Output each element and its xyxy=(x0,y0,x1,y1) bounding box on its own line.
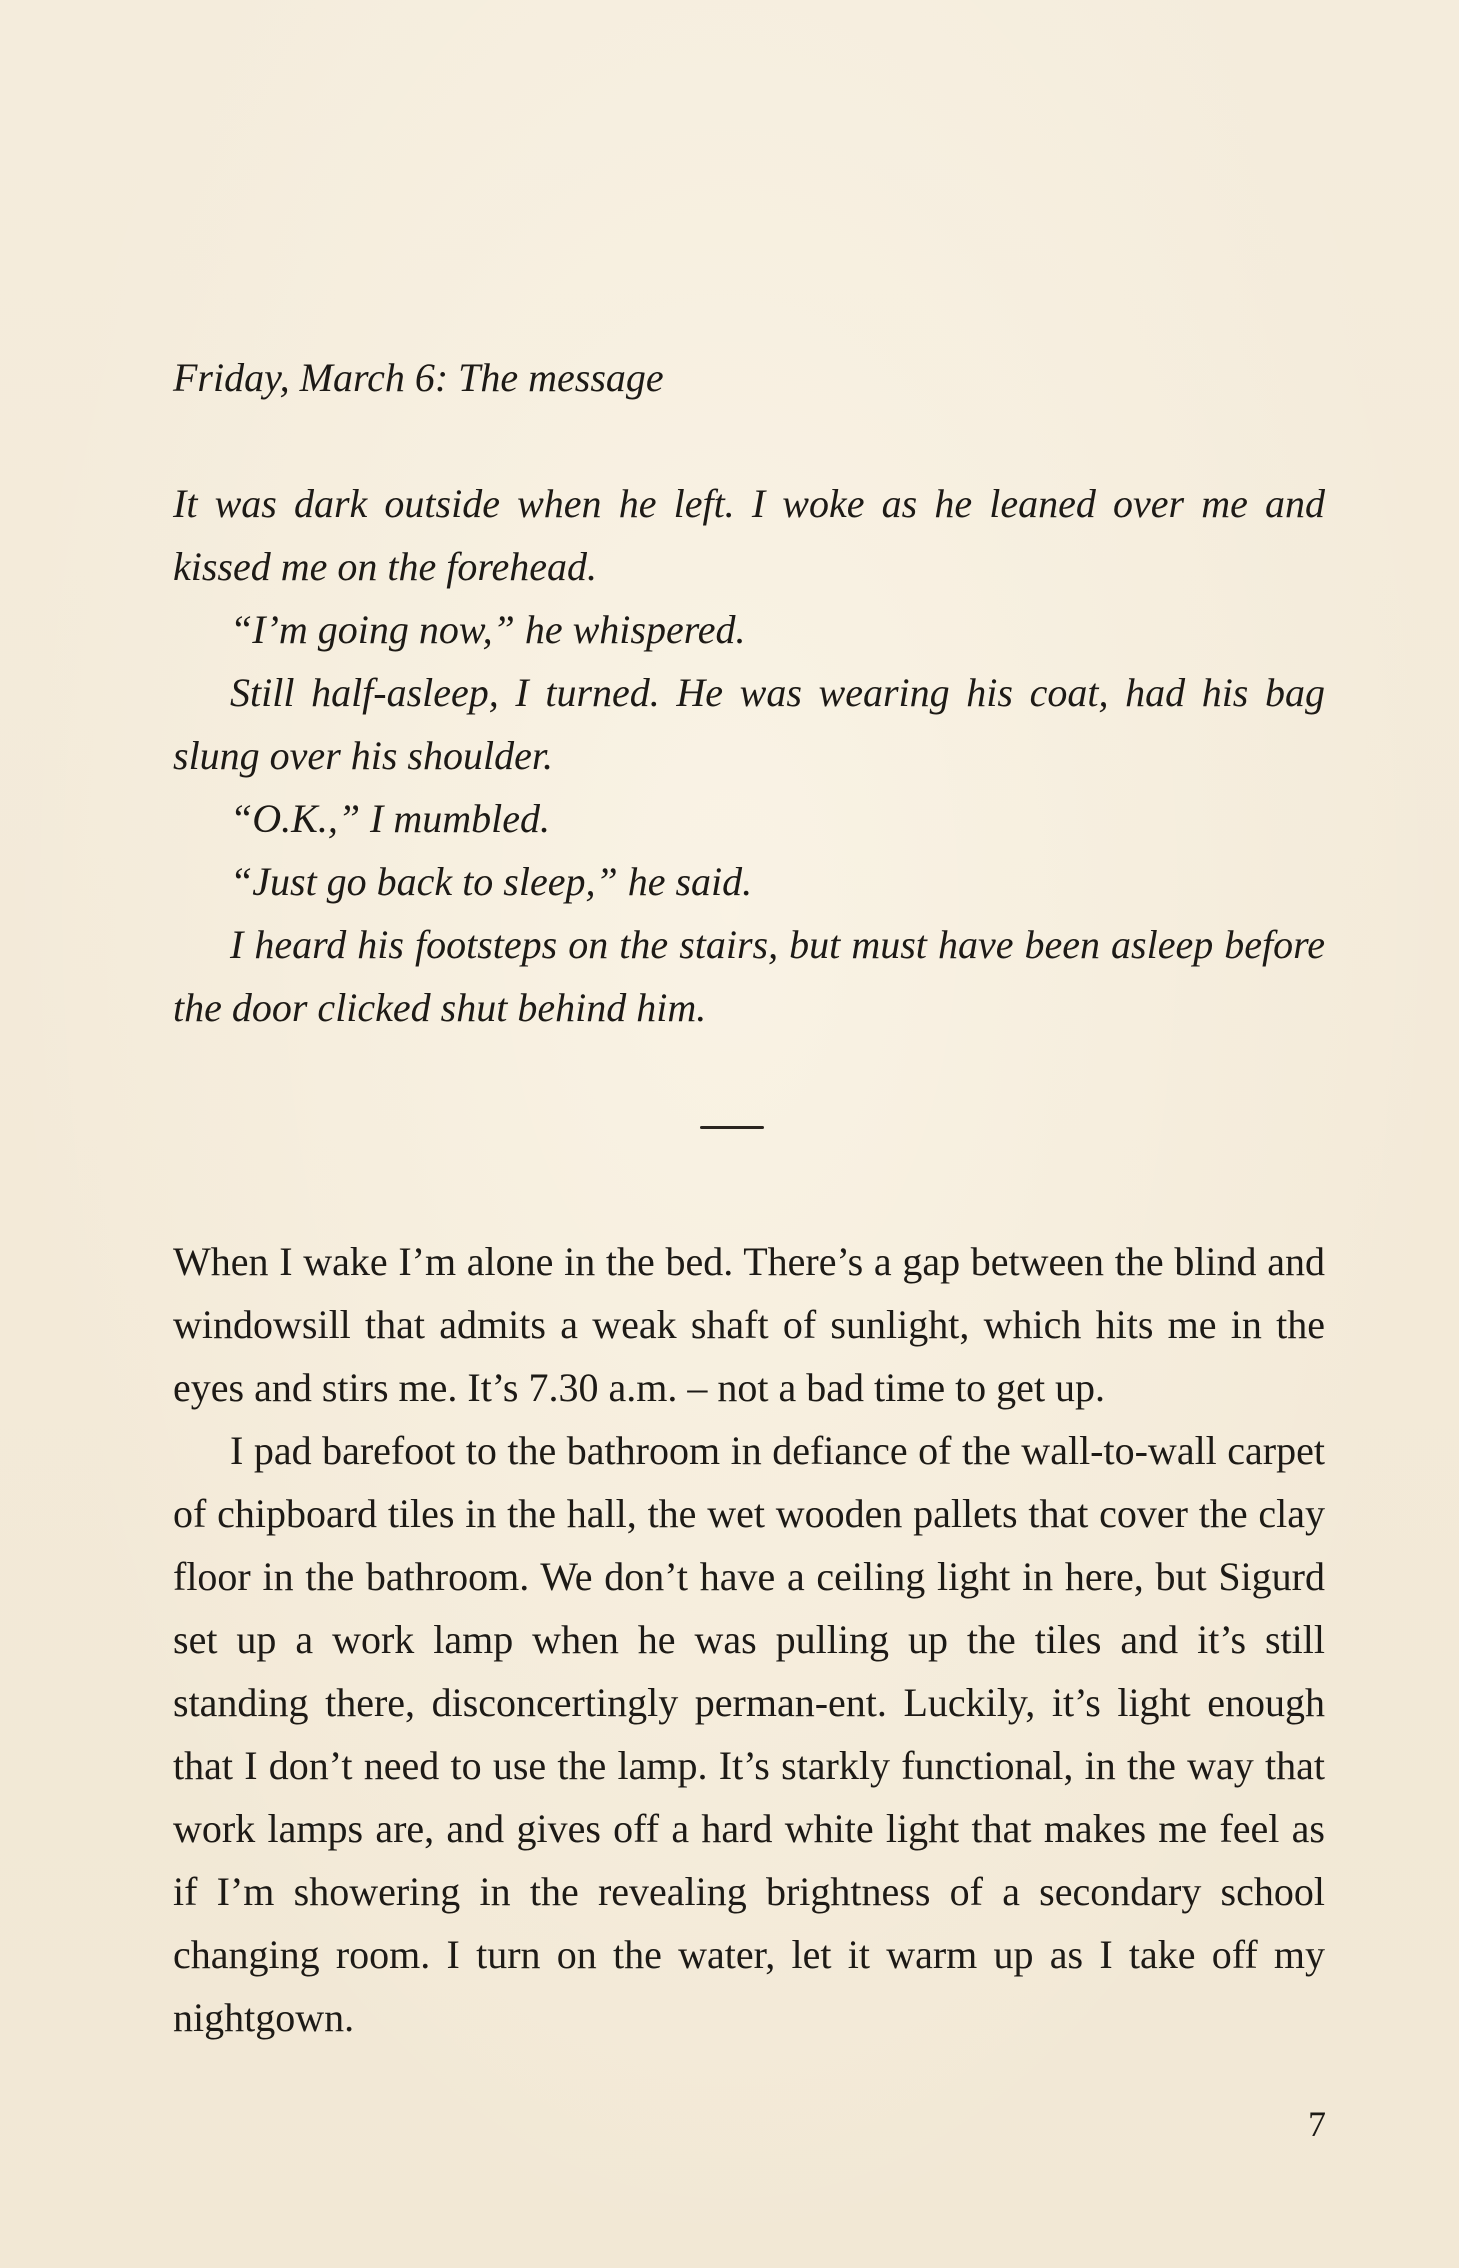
body-text xyxy=(173,1230,1325,2049)
body-paragraph: When I wake I’m alone in the bed. There’s a gap between the blind and windowsill that admits a weak shaft of sunlight, which hits me in the eyes and stirs me. It’s 7.30 a.m. – not a bad time to get up. xyxy=(173,1239,1325,1410)
letter-paragraph: I heard his footsteps on the stairs, but must have been asleep before the door clicked shut behind him. xyxy=(173,922,1325,1030)
section-heading xyxy=(173,346,1325,409)
letter-paragraph: “Just go back to sleep,” he said. xyxy=(230,859,753,904)
body-paragraph: I pad barefoot to the bathroom in defiance of the wall-to-wall carpet of chipboard tiles in the hall, the wet wooden pallets that cover the clay floor in the bathroom. We don’t have a ceiling light in here, but Sigurd set up a work lamp when he was pulling up the tiles and it’s still standing there, disconcertingly perman-ent. Luckily, it’s light enough that I don’t need to use the lamp. It’s starkly functional, in the way that work lamps are, and gives off a hard white light that makes me feel as if I’m showering in the revealing brightness of a secondary school changing room. I turn on the water, let it warm up as I take off my nightgown. xyxy=(173,1428,1325,2040)
section-divider xyxy=(700,1126,764,1129)
page-number: 7 xyxy=(1308,2104,1326,2144)
heading-text: Friday, March 6: The message xyxy=(173,355,664,400)
letter-excerpt xyxy=(173,472,1325,1039)
letter-paragraph: It was dark outside when he left. I woke as he leaned over me and kissed me on the forehead. xyxy=(173,481,1325,589)
letter-paragraph: “I’m going now,” he whispered. xyxy=(230,607,746,652)
letter-paragraph: “O.K.,” I mumbled. xyxy=(230,796,551,841)
letter-paragraph: Still half-asleep, I turned. He was wearing his coat, had his bag slung over his shoulder. xyxy=(173,670,1325,778)
